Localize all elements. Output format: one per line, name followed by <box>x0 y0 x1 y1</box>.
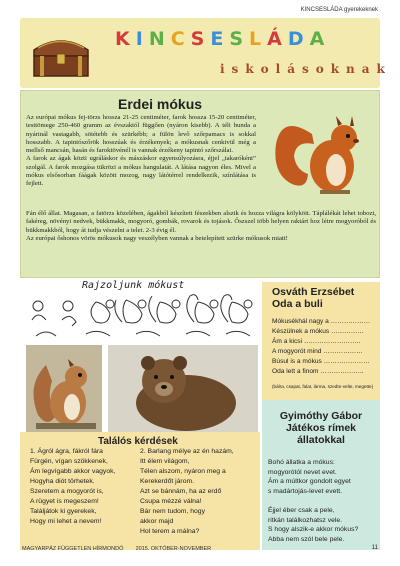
riddle-1 <box>30 447 115 527</box>
poem-line: Abba nem szól bele pele. <box>268 535 345 543</box>
riddle-line: Hol terem a málna? <box>140 528 200 535</box>
song-line: A mogyorót mind ……………… <box>272 348 363 355</box>
poem-line: ritkán találkozhatsz vele. <box>268 516 343 524</box>
poem-line: Ám a múltkor gondolt egyet <box>268 478 351 486</box>
title-letter: S <box>229 28 250 50</box>
title-letter: C <box>170 28 191 50</box>
poem-line <box>268 496 358 506</box>
riddle-line: Hogyha diót törhetek. <box>30 478 95 485</box>
song-author: Osváth Erzsébet <box>272 286 355 298</box>
riddle-line: Azt se bánnám, ha az erdő <box>140 488 222 495</box>
riddle-line: Találjátok ki gyerekek, <box>30 508 97 515</box>
poem-line: mogyorótól nevet evet. <box>268 468 337 476</box>
poem-name-line1: Játékos rímek <box>285 422 357 434</box>
riddle-line: Bár nem tudom, hogy <box>140 508 205 515</box>
article-paragraph: Az európai őshonos vörös mókusok nagy veszélyben vannak a betelepített szürke mókusok miatt! <box>26 234 288 242</box>
song-line: Mókusékhál nagy a ……………… <box>272 318 371 325</box>
article-body-top <box>26 114 256 189</box>
grey-squirrel-photo <box>26 345 102 435</box>
riddle-line: akkor majd <box>140 518 174 525</box>
riddle-2 <box>140 447 234 537</box>
article-title: Erdei mókus <box>118 96 203 112</box>
song-title <box>272 286 354 310</box>
song-line: Ám a kicsi …………………….. <box>272 338 361 345</box>
drawing-title: Rajzoljunk mókust <box>82 280 185 291</box>
article-paragraph: A farok az ágak közti ugráláskor és mászáskor egyensúlyozásra, éjjel „takaróként” szolgál. A farok mozgása tükrözi a mókus hangulatát. A látása nagyon éles. Mivel a mókus elsősorban fáágak között mozog, nagy látótérrel rendelkezik, színlátása is fejlett. <box>26 155 256 188</box>
riddle-line: Hogy mi lehet a nevem! <box>30 518 102 525</box>
magazine-subtitle: iskolásoknak <box>220 62 392 76</box>
article-body-bottom <box>26 210 376 243</box>
title-letter: A <box>309 28 331 50</box>
title-letter: E <box>210 28 230 50</box>
riddle-line: A rügyet is megeszem! <box>30 498 99 505</box>
treasure-chest-icon <box>30 30 92 78</box>
riddle-line: Fürgén, vígan szökkenek, <box>30 458 108 465</box>
title-letter: D <box>287 28 310 50</box>
page-number: 11 <box>371 545 378 551</box>
riddle-line: Csupa mézzé válna! <box>140 498 202 505</box>
title-letter: S <box>190 28 211 50</box>
song-name: Oda a buli <box>272 298 323 310</box>
footer-publication: MAGYARPÁZ FÜGGETLEN HÍRMONDÓ <box>22 546 124 552</box>
poem-line: Éjjel éber csak a pele, <box>268 506 335 514</box>
footer <box>22 546 378 552</box>
song-line: Oda lett a finom ……………….. <box>272 368 364 375</box>
riddle-line: Télen alszom, nyáron meg a <box>140 468 226 475</box>
article-paragraph: Fán élő állat. Magasan, a fatörzs közelében, ágakból készített fészekben alszik és hozza világra kölyköit. Táplálékát lehet tobozt, fakéreg, növényi nedvek, bükkmakk, mogyoró, gombák, rovarok és tojások. Őszszel több helyen raktárt hoz létre mogyoróból és bükkmakkból, hogy át tudja vészelni a telet. 2-3 évig él. <box>26 210 376 234</box>
song-line: Készülnek a mókus …………… <box>272 328 364 335</box>
song-word-hint: (bálra, csapat, falat, lárma, szedte-velte, megette) <box>272 384 374 389</box>
riddle-line: 1. Ágról ágra, fákról fára <box>30 448 103 455</box>
poem-line: s madártojás-levet evett. <box>268 487 343 495</box>
poem-line: S hogy alszik-e akkor mókus? <box>268 526 359 534</box>
poem-author: Gyimóthy Gábor <box>279 410 363 422</box>
poem-body <box>268 458 358 544</box>
title-letter: L <box>249 28 268 50</box>
poem-line: Bohó állatka a mókus: <box>268 459 335 466</box>
poem-name-line2: állatokkal <box>297 434 345 446</box>
title-letter: Á <box>267 28 288 50</box>
title-letter: N <box>148 28 171 50</box>
title-letter: K <box>115 28 136 50</box>
riddle-line: Kerekerdőt járom. <box>140 478 195 485</box>
song-line: Búsul is a mókus ………………… <box>272 358 370 365</box>
riddle-line: Ám legvígabb akkor vagyok, <box>30 468 116 475</box>
red-squirrel-photo <box>262 104 374 208</box>
riddle-line: Itt élem világom, <box>140 458 190 465</box>
poem-title <box>262 410 380 446</box>
title-letter: I <box>135 28 149 50</box>
riddles-title: Találós kérdések <box>98 436 178 447</box>
drawing-steps-illustration <box>26 292 256 342</box>
riddle-line: 2. Barlang mélye az én hazám, <box>140 448 234 455</box>
section-label: KINCSESLÁDA gyerekeknek <box>300 7 378 13</box>
riddle-line: Szeretem a mogyorót is, <box>30 488 104 495</box>
magazine-title <box>115 28 330 50</box>
bear-cub-photo <box>108 345 258 435</box>
footer-date: 2015. OKTÓBER-NOVEMBER <box>135 546 212 552</box>
article-paragraph: Az európai mókus fej-törzs hossza 21-25 centiméter, farok hossza 15-20 centiméter, testtömege 250-460 gramm az évszaktól függően (nyáron kisebb). A téli bunda a nyárinál vastagabb, sötétebb és szürkébb; a fülön levő szőrpamacs is sokkal hosszabb. A tapintószőrök hosszúak és érzékenyek; a mókusnak cenkivül még a mellső mancsán, hasán és faroktövénél is vannak érzékeny tapintó szőrszálai. <box>26 114 256 155</box>
